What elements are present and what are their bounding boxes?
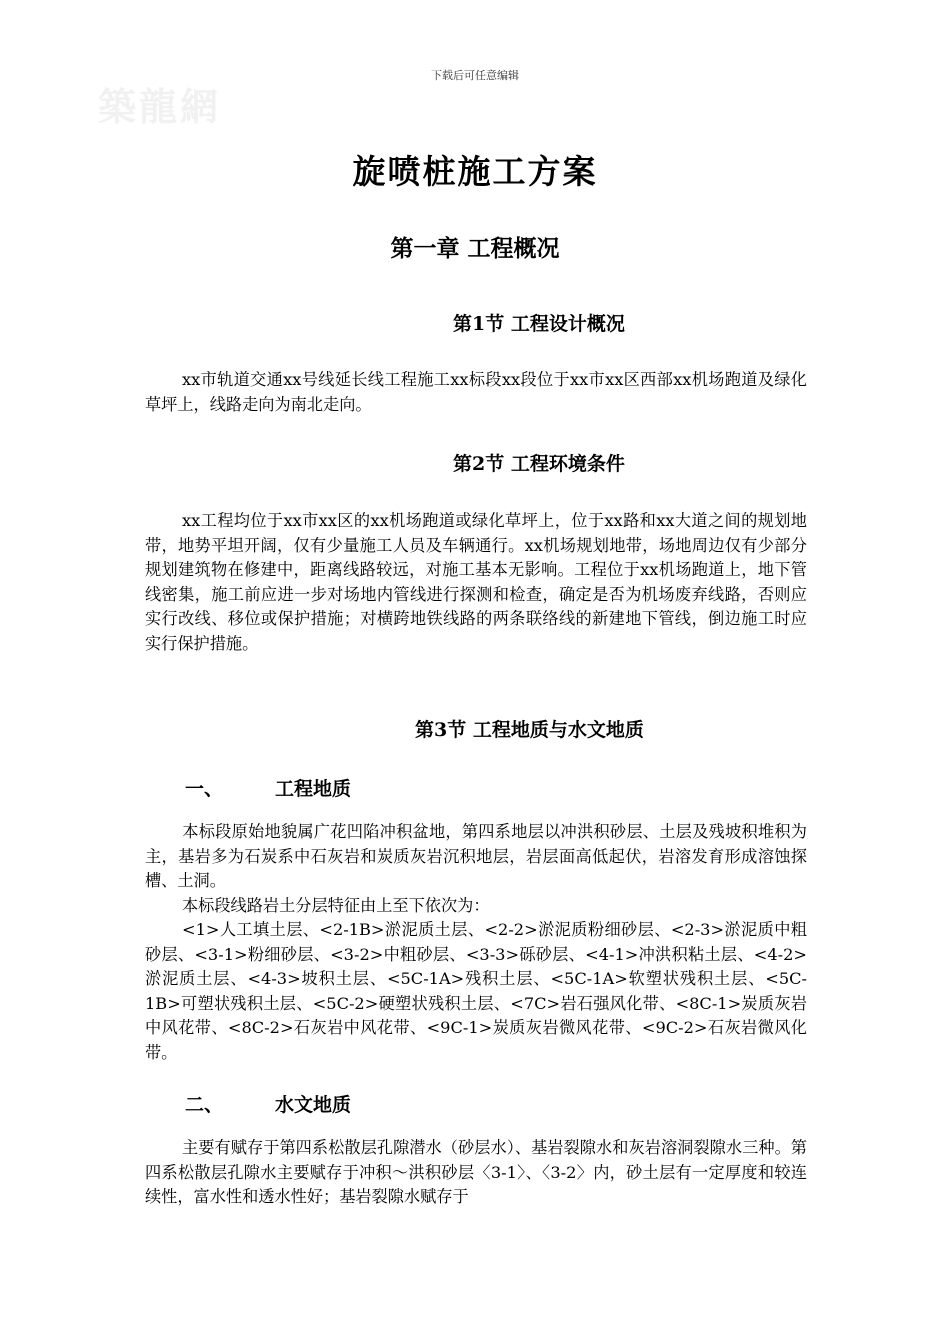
chapter-heading: 第一章 工程概况 bbox=[390, 235, 560, 262]
hydrogeology-paragraph: 主要有赋存于第四系松散层孔隙潜水（砂层水）、基岩裂隙水和灰岩溶洞裂隙水三种。第四系松散层孔隙水主要赋存于冲积～洪积砂层〈3-1〉、〈3-2〉内，砂土层有一定厚度和较连续性，富水性和透水性好；基岩裂隙水赋存于 bbox=[145, 1138, 807, 1207]
subsection-1-title: 工程地质 bbox=[275, 778, 352, 800]
section-3-heading: 第3节 工程地质与水文地质 bbox=[415, 719, 644, 741]
section-1-paragraph: xx市轨道交通xx号线延长线工程施工xx标段xx段位于xx市xx区西部xx机场跑道及绿化草坪上，线路走向为南北走向。 bbox=[145, 370, 807, 414]
subsection-2-heading bbox=[185, 1090, 351, 1117]
subsection-1-heading bbox=[185, 774, 351, 801]
section-2-heading: 第2节 工程环境条件 bbox=[453, 453, 625, 475]
section-2-paragraph: xx工程均位于xx市xx区的xx机场跑道或绿化草坪上，位于xx路和xx大道之间的规划地带，地势平坦开阔，仅有少量施工人员及车辆通行。xx机场规划地带，场地周边仅有少部分规划建筑物在修建中，距离线路较远，对施工基本无影响。工程位于xx机场跑道上，地下管线密集，施工前应进一步对场地内管线进行探测和检查，确定是否为机场废弃线路，否则应实行改线、移位或保护措施；对横跨地铁线路的两条联络线的新建地下管线，倒边施工时应实行保护措施。 bbox=[145, 511, 807, 653]
watermark-logo: 築龍網 bbox=[98, 84, 222, 129]
geology-paragraph-1: 本标段原始地貌属广花凹陷冲积盆地，第四系地层以冲洪积砂层、土层及残坡积堆积为主，基岩多为石炭系中石灰岩和炭质灰岩沉积地层，岩层面高低起伏，岩溶发育形成溶蚀探槽、土洞。 bbox=[145, 822, 807, 891]
section-1-heading: 第1节 工程设计概况 bbox=[453, 313, 625, 335]
geology-layers-paragraph: <1>人工填土层、<2-1B>淤泥质土层、<2-2>淤泥质粉细砂层、<2-3>淤泥质中粗砂层、<3-1>粉细砂层、<3-2>中粗砂层、<3-3>砾砂层、<4-1>冲洪积粘土层、<4-2>淤泥质土层、<4-3>坡积土层、<5C-1A>残积土层、<5C-1A>软塑状残积土层、<5C-1B>可塑状残积土层、<5C-2>硬塑状残积土层、<7C>岩石强风化带、<8C-1>炭质灰岩中风花带、<8C-2>石灰岩中风花带、<9C-1>炭质灰岩微风花带、<9C-2>石灰岩微风化带。 bbox=[145, 920, 807, 1062]
subsection-2-number: 二、 bbox=[185, 1094, 224, 1116]
geology-paragraph-2: 本标段线路岩土分层特征由上至下依次为： bbox=[182, 896, 490, 915]
header-note: 下载后可任意编辑 bbox=[431, 69, 519, 82]
subsection-1-number: 一、 bbox=[185, 778, 224, 800]
subsection-2-title: 水文地质 bbox=[275, 1094, 352, 1116]
document-title: 旋喷桩施工方案 bbox=[352, 152, 598, 191]
